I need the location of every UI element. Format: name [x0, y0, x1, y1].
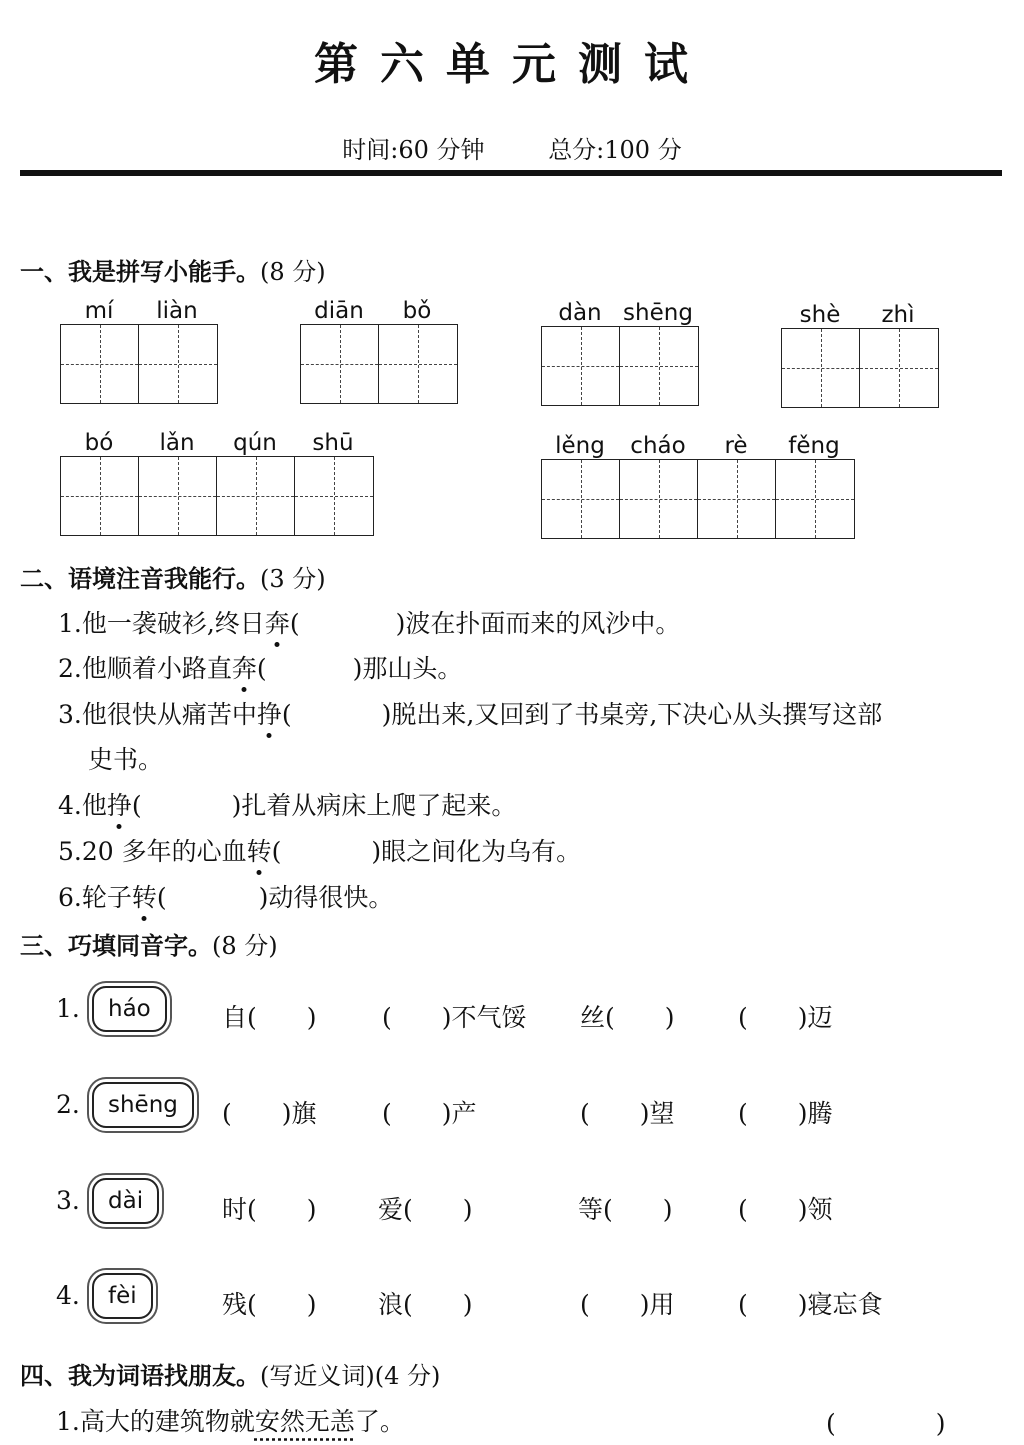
fill-item[interactable]: ( )产 [382, 1099, 477, 1128]
fill-item[interactable]: ( )腾 [738, 1099, 833, 1128]
writing-grid[interactable] [541, 326, 699, 406]
dotted-char: 挣 [106, 791, 132, 820]
pinyin-label: diān [314, 298, 364, 324]
pinyin-cartouche: háo [92, 986, 167, 1032]
page-title: 第六单元测试 [314, 39, 710, 90]
pinyin-label: shè [799, 302, 841, 328]
fill-item[interactable]: 自( ) [222, 1003, 317, 1032]
fill-item[interactable]: 时( ) [222, 1195, 317, 1224]
homophone-num-2: 2. [56, 1090, 80, 1119]
fill-item[interactable]: 丝( ) [580, 1003, 675, 1032]
fill-item[interactable]: ( )望 [580, 1099, 675, 1128]
writing-grid[interactable] [300, 324, 458, 404]
pinyin-label: shēng [623, 300, 693, 326]
time-limit: 时间:60 分钟 [342, 136, 485, 164]
pinyin-label: liàn [156, 298, 198, 324]
question-4-1: 1.高大的建筑物就安然无恙了。 [56, 1407, 405, 1436]
question-2-6: 6.轮子转( )动得很快。 [58, 883, 394, 912]
dotted-char: 转 [131, 883, 157, 912]
pinyin-label: mí [84, 298, 114, 324]
pinyin-group-5: bó lǎn qún shū [60, 430, 374, 536]
pinyin-group-4 [781, 302, 939, 408]
pinyin-cartouche: dài [92, 1178, 159, 1224]
fill-item[interactable]: 浪( ) [378, 1290, 473, 1319]
answer-parentheses[interactable]: ( ) [826, 1409, 946, 1438]
fill-item[interactable]: ( )旗 [222, 1099, 317, 1128]
homophone-num-3: 3. [56, 1186, 80, 1215]
total-score: 总分:100 分 [548, 136, 682, 164]
fill-item[interactable]: ( )迈 [738, 1003, 833, 1032]
section-3-title: 三、巧填同音字。(8 分) [20, 931, 278, 960]
pinyin-group-2 [300, 298, 458, 404]
question-2-2: 2.他顺着小路直奔( )那山头。 [58, 654, 463, 683]
pinyin-group-6: lěng cháo rè fěng [541, 433, 855, 539]
writing-grid[interactable] [541, 459, 855, 539]
header-divider [20, 170, 1002, 176]
question-2-5: 5.20 多年的心血转( )眼之间化为乌有。 [58, 837, 582, 866]
section-2-title: 二、语境注音我能行。(3 分) [20, 564, 326, 593]
pinyin-group-3 [541, 300, 699, 406]
question-2-4: 4.他挣( )扎着从病床上爬了起来。 [58, 791, 517, 820]
dotted-char: 挣 [256, 700, 282, 729]
fill-item[interactable]: ( )寝忘食 [738, 1290, 883, 1319]
homophone-num-4: 4. [56, 1281, 80, 1310]
fill-item[interactable]: 残( ) [222, 1290, 317, 1319]
fill-item[interactable]: 等( ) [578, 1195, 673, 1224]
fill-item[interactable]: ( )不气馁 [382, 1003, 527, 1032]
exam-meta [0, 130, 1024, 165]
writing-grid[interactable] [781, 328, 939, 408]
dotted-char: 转 [246, 837, 272, 866]
dotted-char: 奔 [264, 609, 290, 638]
fill-item[interactable]: ( )领 [738, 1195, 833, 1224]
homophone-num-1: 1. [56, 994, 80, 1023]
fill-item[interactable]: ( )用 [580, 1290, 675, 1319]
section-4-title: 四、我为词语找朋友。(写近义词)(4 分) [20, 1361, 441, 1390]
question-2-3: 3.他很快从痛苦中挣( )脱出来,又回到了书桌旁,下决心从头撰写这部 [58, 700, 883, 729]
pinyin-label: zhì [881, 302, 915, 328]
dotted-word: 安然无恙 [254, 1407, 355, 1436]
question-2-3-cont: 史书。 [88, 745, 164, 774]
writing-grid[interactable] [60, 324, 218, 404]
pinyin-group-1 [60, 298, 218, 404]
question-2-1: 1.他一袭破衫,终日奔( )波在扑面而来的风沙中。 [58, 609, 681, 638]
writing-grid[interactable] [60, 456, 374, 536]
pinyin-label: dàn [558, 300, 602, 326]
pinyin-cartouche: fèi [92, 1273, 153, 1319]
pinyin-cartouche: shēng [92, 1082, 194, 1128]
fill-item[interactable]: 爱( ) [378, 1195, 473, 1224]
section-1-title: 一、我是拼写小能手。(8 分) [20, 257, 326, 286]
pinyin-label: bǒ [402, 298, 432, 324]
dotted-char: 奔 [231, 654, 257, 683]
